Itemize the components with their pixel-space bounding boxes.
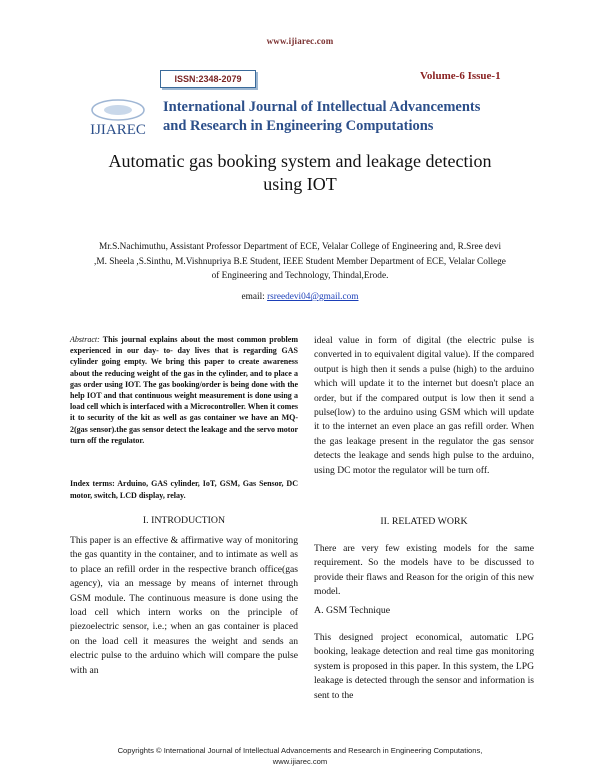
journal-logo: [74, 96, 162, 138]
index-terms: Index terms: Arduino, GAS cylinder, IoT, GSM, Gas Sensor, DC motor, switch, LCD display, relay.: [70, 479, 298, 500]
authors-line3: of Engineering and Technology, Thindal,Erode.: [211, 271, 389, 281]
footer-copyright: Copyrights © International Journal of Intellectual Advancements and Research in Engineering Computations,: [117, 746, 483, 755]
abstract-label: Abstract:: [70, 335, 100, 344]
email-line: [0, 292, 600, 302]
issn-badge: ISSN:2348-2079: [160, 70, 256, 88]
email-link[interactable]: rsreedevi04@gmail.com: [267, 292, 359, 302]
journal-title: [163, 98, 543, 136]
footer-url[interactable]: www.ijiarec.com: [272, 757, 328, 766]
journal-title-line1: International Journal of Intellectual Advancements: [163, 99, 481, 115]
header-url[interactable]: www.ijiarec.com: [266, 36, 334, 46]
abstract: [70, 334, 298, 446]
page-footer: [0, 745, 600, 767]
section-heading-introduction: I. INTRODUCTION: [142, 515, 226, 526]
abstract-text: This journal explains about the most common problem experienced in our day- to- day lives that is regarding GAS cylinder going empty. We bring this paper to create awareness about the reducing weight of the gas in the cylinder, and to place a gas order using IOT. The gas booking/order is being done with the help IOT and that continuous weight measurement is done using a load cell which is interfaced with a Microcontroller. When it comes it to security of the kit as well as gas container we have an MQ-2(gas sensor).the gas sensor detect the leakage and the servo motor turn off the regulator.: [70, 335, 298, 445]
authors-block: [62, 240, 538, 284]
authors-line1: Mr.S.Nachimuthu, Assistant Professor Department of ECE, Velalar College of Engineering and, R.Sree devi: [98, 242, 502, 252]
authors-line2: ,M. Sheela ,S.Sinthu, M.Vishnupriya B.E Student, IEEE Student Member Department of ECE, Velalar College: [94, 256, 506, 267]
gsm-paragraph: This designed project economical, automatic LPG booking, leakage detection and real time gas monitoring system is proposed in this paper. In this system, the LPG leakage is detected through the sensor and information is sent to the: [314, 632, 534, 701]
section-heading-related-work: II. RELATED WORK: [380, 516, 468, 527]
logo-graphic: [74, 96, 162, 138]
paper-title: [60, 150, 540, 196]
volume-issue: Volume-6 Issue-1: [420, 70, 501, 82]
logo-text: IJIAREC: [90, 122, 146, 138]
paper-title-line1: Automatic gas booking system and leakage detection: [108, 151, 492, 171]
email-label: email:: [241, 292, 268, 302]
paper-title-line2: using IOT: [263, 174, 337, 194]
subsection-heading-gsm: A. GSM Technique: [314, 605, 391, 616]
journal-title-line2: and Research in Engineering Computations: [163, 118, 434, 134]
related-work-paragraph: There are very few existing models for the same requirement. So the models have to be discussed to provide their flaws and Reason for the origin of this new model.: [314, 543, 534, 598]
continued-paragraph: ideal value in form of digital (the electric pulse is converted in to equivalent digital value). If the compared output is high then it sends a pulse (high) to the arduino which will update it to the internet but doesn't place an order, but if the compared output is low then it send a pulse(low) to the arduino using GSM which will update it to the internet an even place an gas refill order. When the gas leakage present in the regulator the gas sensor detects the leakage and sends high pulse to the arduino, using DC motor the regulator will be turn off.: [314, 335, 534, 476]
introduction-paragraph: This paper is an effective & affirmative way of monitoring the gas quantity in the container, and to intimate as well as to place an refill order in the respective branch office(gas agency), via an message by means of internet through GSM module. The continuous measure is done using the load cell which intern works on the principle of piezoelectric sensor, i.e.; when an gas container is placed on the load cell it measures the weight and sends an electric pulse to the arduino which will compare the pulse with an: [70, 535, 298, 676]
